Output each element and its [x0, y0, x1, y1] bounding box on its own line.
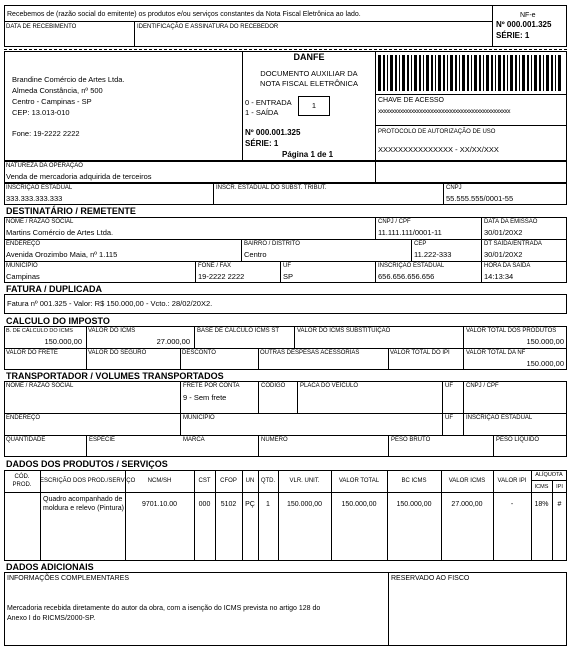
canhoto-nfe-label: NF-e — [520, 12, 536, 19]
dest-municipio: Campinas — [6, 272, 40, 281]
cell-vicms: 27.000,00 — [451, 501, 483, 508]
outras-label: OUTRAS DESPESAS ACESSÓRIAS — [260, 350, 360, 356]
v-icms-label: VALOR DO ICMS — [88, 328, 136, 334]
seguro-label: VALOR DO SEGURO — [88, 350, 147, 356]
barcode-bar — [531, 55, 532, 91]
transp-peso-bruto-label: PESO BRUTO — [391, 437, 431, 443]
transp-uf2-label: UF — [445, 415, 453, 421]
divider — [258, 435, 259, 457]
divider — [443, 183, 444, 205]
divider — [4, 239, 567, 240]
barcode-bar — [443, 55, 445, 91]
dest-uf-label: UF — [283, 263, 291, 269]
danfe-numero: Nº 000.001.325 — [245, 128, 301, 137]
divider — [86, 326, 87, 370]
divider — [258, 348, 259, 370]
emitente-fone: Fone: 19-2222 2222 — [12, 129, 80, 138]
danfe-serie: SÉRIE: 1 — [245, 139, 279, 148]
divider — [195, 261, 196, 283]
divider — [388, 348, 389, 370]
cell-aliq-ipi: # — [557, 501, 562, 508]
dest-mun-label: MUNICÍPIO — [6, 263, 38, 269]
identificacao-label: IDENTIFICAÇÃO E ASSINATURA DO RECEBEDOR — [137, 24, 279, 30]
bc-st-label: BASE DE CÁLCULO ICMS ST — [197, 328, 280, 334]
col-aliq-ipi: IPI — [556, 484, 563, 490]
divider — [241, 239, 242, 261]
col-qtd: QTD. — [260, 478, 276, 484]
dest-hora: 14:13:34 — [484, 272, 514, 281]
transp-frete-label: FRETE POR CONTA — [183, 383, 240, 389]
divider — [86, 435, 87, 457]
bc-icms: 150.000,00 — [44, 337, 82, 346]
chave-label: CHAVE DE ACESSO — [378, 97, 445, 104]
col-vipi: VALOR IPI — [497, 478, 527, 484]
barcode-bar — [390, 55, 393, 91]
barcode-bar — [519, 55, 520, 91]
v-icms: 27.000,00 — [156, 337, 190, 346]
dest-cep: 11.222-333 — [414, 250, 452, 259]
divider — [375, 161, 376, 183]
dest-fone: 19-2222 2222 — [198, 272, 245, 281]
barcode-bar — [515, 55, 517, 91]
divider — [294, 326, 295, 348]
cnpj-value: 55.555.555/0001-55 — [446, 194, 514, 203]
barcode-bar — [407, 55, 409, 91]
col-ncm: NCM/SH — [147, 478, 172, 484]
divider — [463, 326, 464, 370]
barcode-bar — [411, 55, 412, 91]
tear-line — [4, 49, 567, 50]
protocolo-label: PROTOCOLO DE AUTORIZAÇÃO DE USO — [378, 129, 496, 135]
divider — [242, 51, 243, 161]
adicionais-title: DADOS ADICIONAIS — [6, 562, 94, 572]
chave-value: xxxxxxxxxxxxxxxxxxxxxxxxxxxxxxxxxxxxxxxxxxxxxxxx — [378, 108, 510, 115]
barcode-bar — [491, 55, 493, 91]
danfe-tipo: 1 — [311, 101, 317, 110]
transp-cnpj-label: CNPJ / CPF — [466, 383, 499, 389]
cell-vunit: 150.000,00 — [286, 501, 323, 508]
cell-ncm: 9701.10.00 — [141, 501, 178, 508]
divider — [4, 261, 567, 262]
divider — [492, 5, 493, 47]
col-desc: ESCRIÇÃO DOS PROD./SERVIÇO — [40, 478, 136, 484]
canhoto-serie: SÉRIE: 1 — [496, 31, 530, 40]
divider — [134, 21, 135, 47]
barcode-bar — [498, 55, 501, 91]
frete-label: VALOR DO FRETE — [6, 350, 58, 356]
divider — [375, 125, 567, 126]
dest-emissao: 30/01/20X2 — [484, 228, 523, 237]
divider — [388, 435, 389, 457]
desconto-label: DESCONTO — [182, 350, 216, 356]
barcode-bar — [462, 55, 465, 91]
col-vtotal: VALOR TOTAL — [338, 478, 380, 484]
barcode-bar — [534, 55, 537, 91]
ie-label: INSCRIÇÃO ESTADUAL — [6, 185, 73, 191]
dest-end-label: ENDEREÇO — [6, 241, 41, 247]
dest-title: DESTINATÁRIO / REMETENTE — [6, 206, 136, 216]
divider — [194, 326, 195, 348]
barcode-bar — [450, 55, 453, 91]
barcode-bar — [479, 55, 481, 91]
transp-end-label: ENDEREÇO — [6, 415, 41, 421]
divider — [463, 381, 464, 435]
barcode-bar — [402, 55, 405, 91]
barcode-bar — [395, 55, 397, 91]
divider — [4, 348, 567, 349]
canhoto-text: Recebemos de (razão social do emitente) os produtos e/ou serviços constantes da Nota Fiscal Eletrônica ao lado. — [7, 11, 361, 18]
cell-cst: 000 — [198, 501, 211, 508]
barcode-bar — [423, 55, 424, 91]
info-line-2: Anexo I do RICMS/2000-SP. — [7, 615, 96, 622]
col-vicms: VALOR ICMS — [448, 478, 486, 484]
barcode-bar — [483, 55, 484, 91]
danfe-title: DANFE — [293, 52, 325, 62]
col-cst: CST — [198, 478, 211, 484]
barcode-bar — [543, 55, 544, 91]
fatura-title: FATURA / DUPLICADA — [6, 284, 102, 294]
transp-qtd-label: QUANTIDADE — [6, 437, 46, 443]
divider — [375, 217, 376, 239]
transp-mun-label: MUNICÍPIO — [183, 415, 215, 421]
barcode-bar — [546, 55, 549, 91]
produtos-title: DADOS DOS PRODUTOS / SERVIÇOS — [6, 459, 168, 469]
dest-uf: SP — [283, 272, 294, 281]
imposto-title: CALCULO DO IMPOSTO — [6, 316, 110, 326]
barcode-bar — [419, 55, 421, 91]
cell-aliq-icms: 18% — [534, 501, 549, 508]
col-un: UN — [245, 478, 255, 484]
barcode-bar — [438, 55, 441, 91]
transp-title: TRANSPORTADOR / VOLUMES TRANSPORTADOS — [6, 371, 224, 381]
barcode-bar — [495, 55, 496, 91]
dest-endereco: Avenida Orozimbo Maia, nº 1.115 — [6, 250, 118, 259]
transp-marca-label: MARCA — [183, 437, 205, 443]
col-bc: BC ICMS — [401, 478, 427, 484]
cell-cfop: 5102 — [220, 501, 237, 508]
divider — [280, 261, 281, 283]
barcode-bar — [510, 55, 513, 91]
transp-uf-label: UF — [445, 383, 453, 389]
barcode-bar — [383, 55, 385, 91]
barcode-bar — [447, 55, 448, 91]
transp-peso-liq-label: PESO LÍQUIDO — [496, 437, 540, 443]
divider — [375, 51, 376, 161]
v-st-label: VALOR DO ICMS SUBSTITUIÇÃO — [297, 328, 391, 334]
divider — [388, 572, 389, 646]
dest-cep-label: CEP — [414, 241, 427, 247]
divider — [481, 217, 482, 283]
info-line-1: Mercadoria recebida diretamente do autor da obra, com a isenção do ICMS prevista no artigo 128 do — [7, 605, 321, 612]
divider — [552, 480, 553, 561]
dest-fone-label: FONE / FAX — [198, 263, 232, 269]
divider — [375, 94, 567, 95]
divider — [411, 239, 412, 261]
ie-st-label: INSCR. ESTADUAL DO SUBST. TRIBUT. — [216, 185, 327, 191]
barcode-bar — [539, 55, 541, 91]
dest-bairro-label: BAIRRO / DISTRITO — [244, 241, 300, 247]
fisco-label: RESERVADO AO FISCO — [391, 575, 470, 582]
cell-vtotal: 150.000,00 — [341, 501, 377, 508]
transp-nome-label: NOME / RAZÃO SOCIAL — [6, 383, 74, 389]
barcode-bar — [455, 55, 457, 91]
dest-saida-label: DT SAÍDA/ENTRADA — [484, 241, 542, 247]
barcode-bar — [467, 55, 469, 91]
cell-vipi: - — [510, 501, 514, 508]
natureza-value: Venda de mercadoria adquirida de terceiros — [6, 172, 152, 181]
barcode-bar — [435, 55, 436, 91]
divider — [297, 381, 298, 413]
divider — [180, 381, 181, 435]
danfe-entrada: 0 - ENTRADA — [245, 98, 292, 107]
divider — [531, 480, 567, 481]
v-nf-label: VALOR TOTAL DA NF — [466, 350, 526, 356]
transp-codigo-label: CÓDIGO — [261, 383, 286, 389]
transp-frete: 9 - Sem frete — [183, 393, 227, 402]
data-recebimento-label: DATA DE RECEBIMENTO — [6, 24, 77, 30]
dest-cnpj-label: CNPJ / CPF — [378, 219, 411, 225]
col-cod-2: PROD. — [12, 482, 32, 488]
col-aliq-icms: ICMS — [534, 484, 549, 490]
dest-cnpj: 11.111.111/0001-11 — [378, 228, 442, 237]
barcode-bar — [558, 55, 561, 91]
natureza-label: NATUREZA DA OPERAÇÃO — [6, 163, 83, 169]
ie-value: 333.333.333.333 — [6, 194, 63, 203]
dest-nome: Martins Comércio de Artes Ltda. — [6, 228, 114, 237]
danfe-subtitle-1: DOCUMENTO AUXILIAR DA — [260, 69, 358, 78]
divider — [442, 381, 443, 435]
barcode-bar — [414, 55, 417, 91]
col-aliquota: ALÍQUOTA — [535, 472, 563, 478]
cell-qtd: 1 — [266, 501, 270, 508]
barcode-bar — [503, 55, 505, 91]
cell-un: PÇ — [245, 501, 255, 508]
divider — [4, 492, 567, 493]
cnpj-label: CNPJ — [446, 185, 462, 191]
dest-saida: 30/01/20X2 — [484, 250, 523, 259]
dest-emissao-label: DATA DA EMISSÃO — [484, 219, 538, 225]
divider — [493, 435, 494, 457]
divider — [4, 435, 567, 436]
transp-placa-label: PLACA DO VEÍCULO — [300, 383, 359, 389]
barcode-bar — [378, 55, 381, 91]
divider — [258, 381, 259, 413]
cell-desc-2: moldura e relevo (Pintura) — [43, 505, 124, 512]
col-cod-1: CÓD. — [14, 474, 30, 480]
emitente-bairro: Centro - Campinas - SP — [12, 97, 92, 106]
emitente-cep: CEP: 13.013-010 — [12, 108, 70, 117]
canhoto-numero: Nº 000.001.325 — [496, 20, 552, 29]
dest-hora-label: HORA DA SAÍDA — [484, 263, 531, 269]
barcode-bar — [551, 55, 553, 91]
barcode-bar — [459, 55, 460, 91]
fatura-text: Fatura nº 001.325 - Valor: R$ 150.000,00 - Vcto.: 28/02/20X2. — [7, 299, 213, 308]
dest-bairro: Centro — [244, 250, 267, 259]
dest-ie-label: INSCRIÇÃO ESTADUAL — [378, 263, 445, 269]
transp-ie-label: INSCRIÇÃO ESTADUAL — [466, 415, 533, 421]
bc-icms-label: B. DE CÁLCULO DO ICMS — [6, 328, 73, 334]
divider — [4, 413, 567, 414]
divider — [375, 261, 376, 283]
barcode-bar — [527, 55, 529, 91]
barcode-bar — [387, 55, 388, 91]
divider — [213, 183, 214, 205]
divider — [4, 21, 492, 22]
barcode-bar — [522, 55, 525, 91]
barcode-bar — [507, 55, 508, 91]
v-nf: 150.000,00 — [526, 359, 564, 368]
divider — [180, 348, 181, 370]
barcode-bar — [474, 55, 477, 91]
barcode — [378, 55, 564, 92]
danfe-saida: 1 - SAÍDA — [245, 108, 279, 117]
info-label: INFORMAÇÕES COMPLEMENTARES — [7, 575, 129, 582]
cell-bc: 150.000,00 — [396, 501, 432, 508]
barcode-bar — [471, 55, 472, 91]
ipi-label: VALOR TOTAL DO IPI — [390, 350, 450, 356]
emitente-endereco: Almeda Constância, nº 500 — [12, 86, 103, 95]
danfe-subtitle-2: NOTA FISCAL ELETRÔNICA — [260, 79, 358, 88]
dest-nome-label: NOME / RAZÃO SOCIAL — [6, 219, 74, 225]
barcode-bar — [431, 55, 433, 91]
barcode-bar — [555, 55, 556, 91]
barcode-bar — [486, 55, 489, 91]
col-cfop: CFOP — [220, 478, 237, 484]
col-vunit: VLR. UNIT. — [289, 478, 320, 484]
v-prod-label: VALOR TOTAL DOS PRODUTOS — [466, 328, 557, 334]
dest-ie: 656.656.656.656 — [378, 272, 435, 281]
transp-numero-label: NÚMERO — [261, 437, 288, 443]
cell-desc-1: Quadro acompanhado de — [43, 496, 123, 503]
barcode-bar — [426, 55, 429, 91]
barcode-bar — [399, 55, 400, 91]
emitente-nome: Brandine Comércio de Artes Ltda. — [12, 75, 125, 84]
v-prod: 150.000,00 — [526, 337, 564, 346]
danfe-pagina: Página 1 de 1 — [282, 150, 334, 159]
protocolo-value: XXXXXXXXXXXXXXX - XX/XX/XXX — [378, 145, 499, 154]
transp-especie-label: ESPÉCIE — [89, 437, 116, 443]
